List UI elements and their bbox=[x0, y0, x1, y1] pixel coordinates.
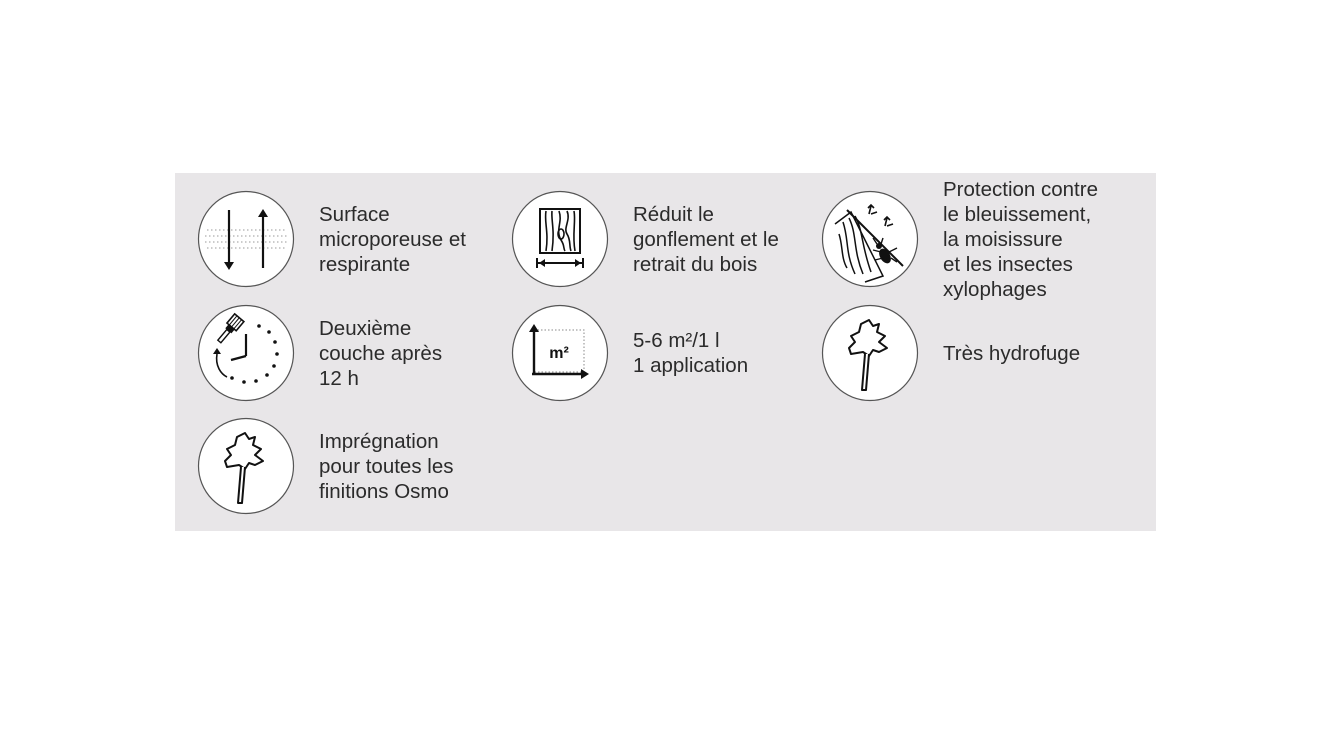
feature-label: Réduit le gonflement et le retrait du bois bbox=[633, 202, 779, 276]
feature-label: Deuxième couche après 12 h bbox=[319, 316, 443, 390]
breathable-surface-icon bbox=[197, 190, 295, 288]
tree-icon bbox=[821, 304, 919, 402]
drying-time-clock-icon bbox=[197, 304, 295, 402]
feature-label: Protection contre le bleuissement, la moisissure et les insectes xylophages bbox=[943, 177, 1098, 301]
coverage-area-icon bbox=[511, 304, 609, 402]
feature-label: Surface microporeuse et respirante bbox=[319, 202, 466, 276]
insect-protection-icon bbox=[821, 190, 919, 288]
wood-shrinkage-icon bbox=[511, 190, 609, 288]
feature-label: 5-6 m²/1 l 1 application bbox=[633, 329, 749, 377]
feature-label: Imprégnation pour toutes les finitions Osmo bbox=[319, 429, 454, 503]
tree-icon bbox=[197, 417, 295, 515]
features-panel bbox=[175, 173, 1156, 531]
feature-label: Très hydrofuge bbox=[943, 341, 1081, 365]
coverage-icon-text: m² bbox=[549, 345, 569, 362]
